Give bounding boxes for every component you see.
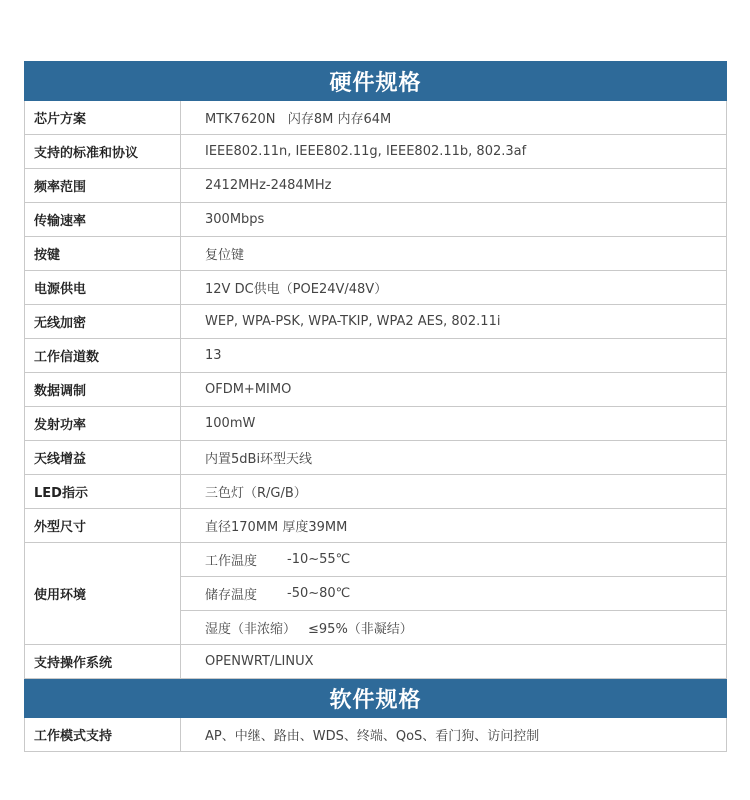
spec-value: MTK7620N 闪存8M 内存64M xyxy=(181,101,727,135)
spec-label: 支持操作系统 xyxy=(25,645,181,679)
spec-label: 频率范围 xyxy=(25,169,181,203)
spec-label: 无线加密 xyxy=(25,305,181,339)
spec-value: 100mW xyxy=(181,407,727,441)
spec-row-modulation xyxy=(25,373,727,407)
spec-label: 电源供电 xyxy=(25,271,181,305)
spec-value: 复位键 xyxy=(181,237,727,271)
spec-label: 使用环境 xyxy=(25,543,181,645)
environment-item-name: 湿度（非浓缩） xyxy=(205,622,297,637)
spec-value: OFDM+MIMO xyxy=(181,373,727,407)
spec-row-button xyxy=(25,237,727,271)
spec-value: 2412MHz-2484MHz xyxy=(181,169,727,203)
environment-item xyxy=(181,576,726,610)
environment-item-name: 储存温度 xyxy=(205,588,258,603)
software-title: 软件规格 xyxy=(25,679,727,718)
spec-row-channels xyxy=(25,339,727,373)
spec-label: 按键 xyxy=(25,237,181,271)
spec-row-led xyxy=(25,475,727,509)
environment-item-value: -50~80℃ xyxy=(287,586,351,601)
environment-item-name: 工作温度 xyxy=(205,554,258,569)
spec-table xyxy=(24,61,727,752)
spec-label: 传输速率 xyxy=(25,203,181,237)
spec-value: OPENWRT/LINUX xyxy=(181,645,727,679)
spec-value: 12V DC供电（POE24V/48V） xyxy=(181,271,727,305)
hardware-section-header xyxy=(25,62,727,101)
spec-value: 直径170MM 厚度39MM xyxy=(181,509,727,543)
spec-value: 三色灯（R/G/B） xyxy=(181,475,727,509)
environment-item-value: ≤95%（非凝结） xyxy=(308,622,413,637)
spec-row-modes xyxy=(25,718,727,752)
spec-label: 工作信道数 xyxy=(25,339,181,373)
spec-value: WEP, WPA-PSK, WPA-TKIP, WPA2 AES, 802.11i xyxy=(181,305,727,339)
spec-row-standards xyxy=(25,135,727,169)
spec-label: 芯片方案 xyxy=(25,101,181,135)
spec-row-tx-power xyxy=(25,407,727,441)
spec-value: 300Mbps xyxy=(181,203,727,237)
spec-label: 工作模式支持 xyxy=(25,718,181,752)
spec-row-frequency xyxy=(25,169,727,203)
spec-value: 13 xyxy=(181,339,727,373)
spec-label: 天线增益 xyxy=(25,441,181,475)
environment-item xyxy=(181,543,726,576)
spec-row-environment xyxy=(25,543,727,645)
spec-value: 内置5dBi环型天线 xyxy=(181,441,727,475)
spec-row-dimensions xyxy=(25,509,727,543)
spec-row-encryption xyxy=(25,305,727,339)
spec-value: IEEE802.11n, IEEE802.11g, IEEE802.11b, 802.3af xyxy=(181,135,727,169)
spec-value: AP、中继、路由、WDS、终端、QoS、看门狗、访问控制 xyxy=(181,718,727,752)
environment-item-value: -10~55℃ xyxy=(287,552,351,567)
spec-row-antenna xyxy=(25,441,727,475)
environment-item xyxy=(181,610,726,644)
spec-label: LED指示 xyxy=(25,475,181,509)
spec-row-os xyxy=(25,645,727,679)
spec-label: 数据调制 xyxy=(25,373,181,407)
spec-label: 支持的标准和协议 xyxy=(25,135,181,169)
spec-row-chip xyxy=(25,101,727,135)
spec-row-rate xyxy=(25,203,727,237)
hardware-title: 硬件规格 xyxy=(25,62,727,101)
spec-row-power xyxy=(25,271,727,305)
software-section-header xyxy=(25,679,727,718)
environment-cell xyxy=(181,543,727,645)
spec-label: 外型尺寸 xyxy=(25,509,181,543)
spec-label: 发射功率 xyxy=(25,407,181,441)
